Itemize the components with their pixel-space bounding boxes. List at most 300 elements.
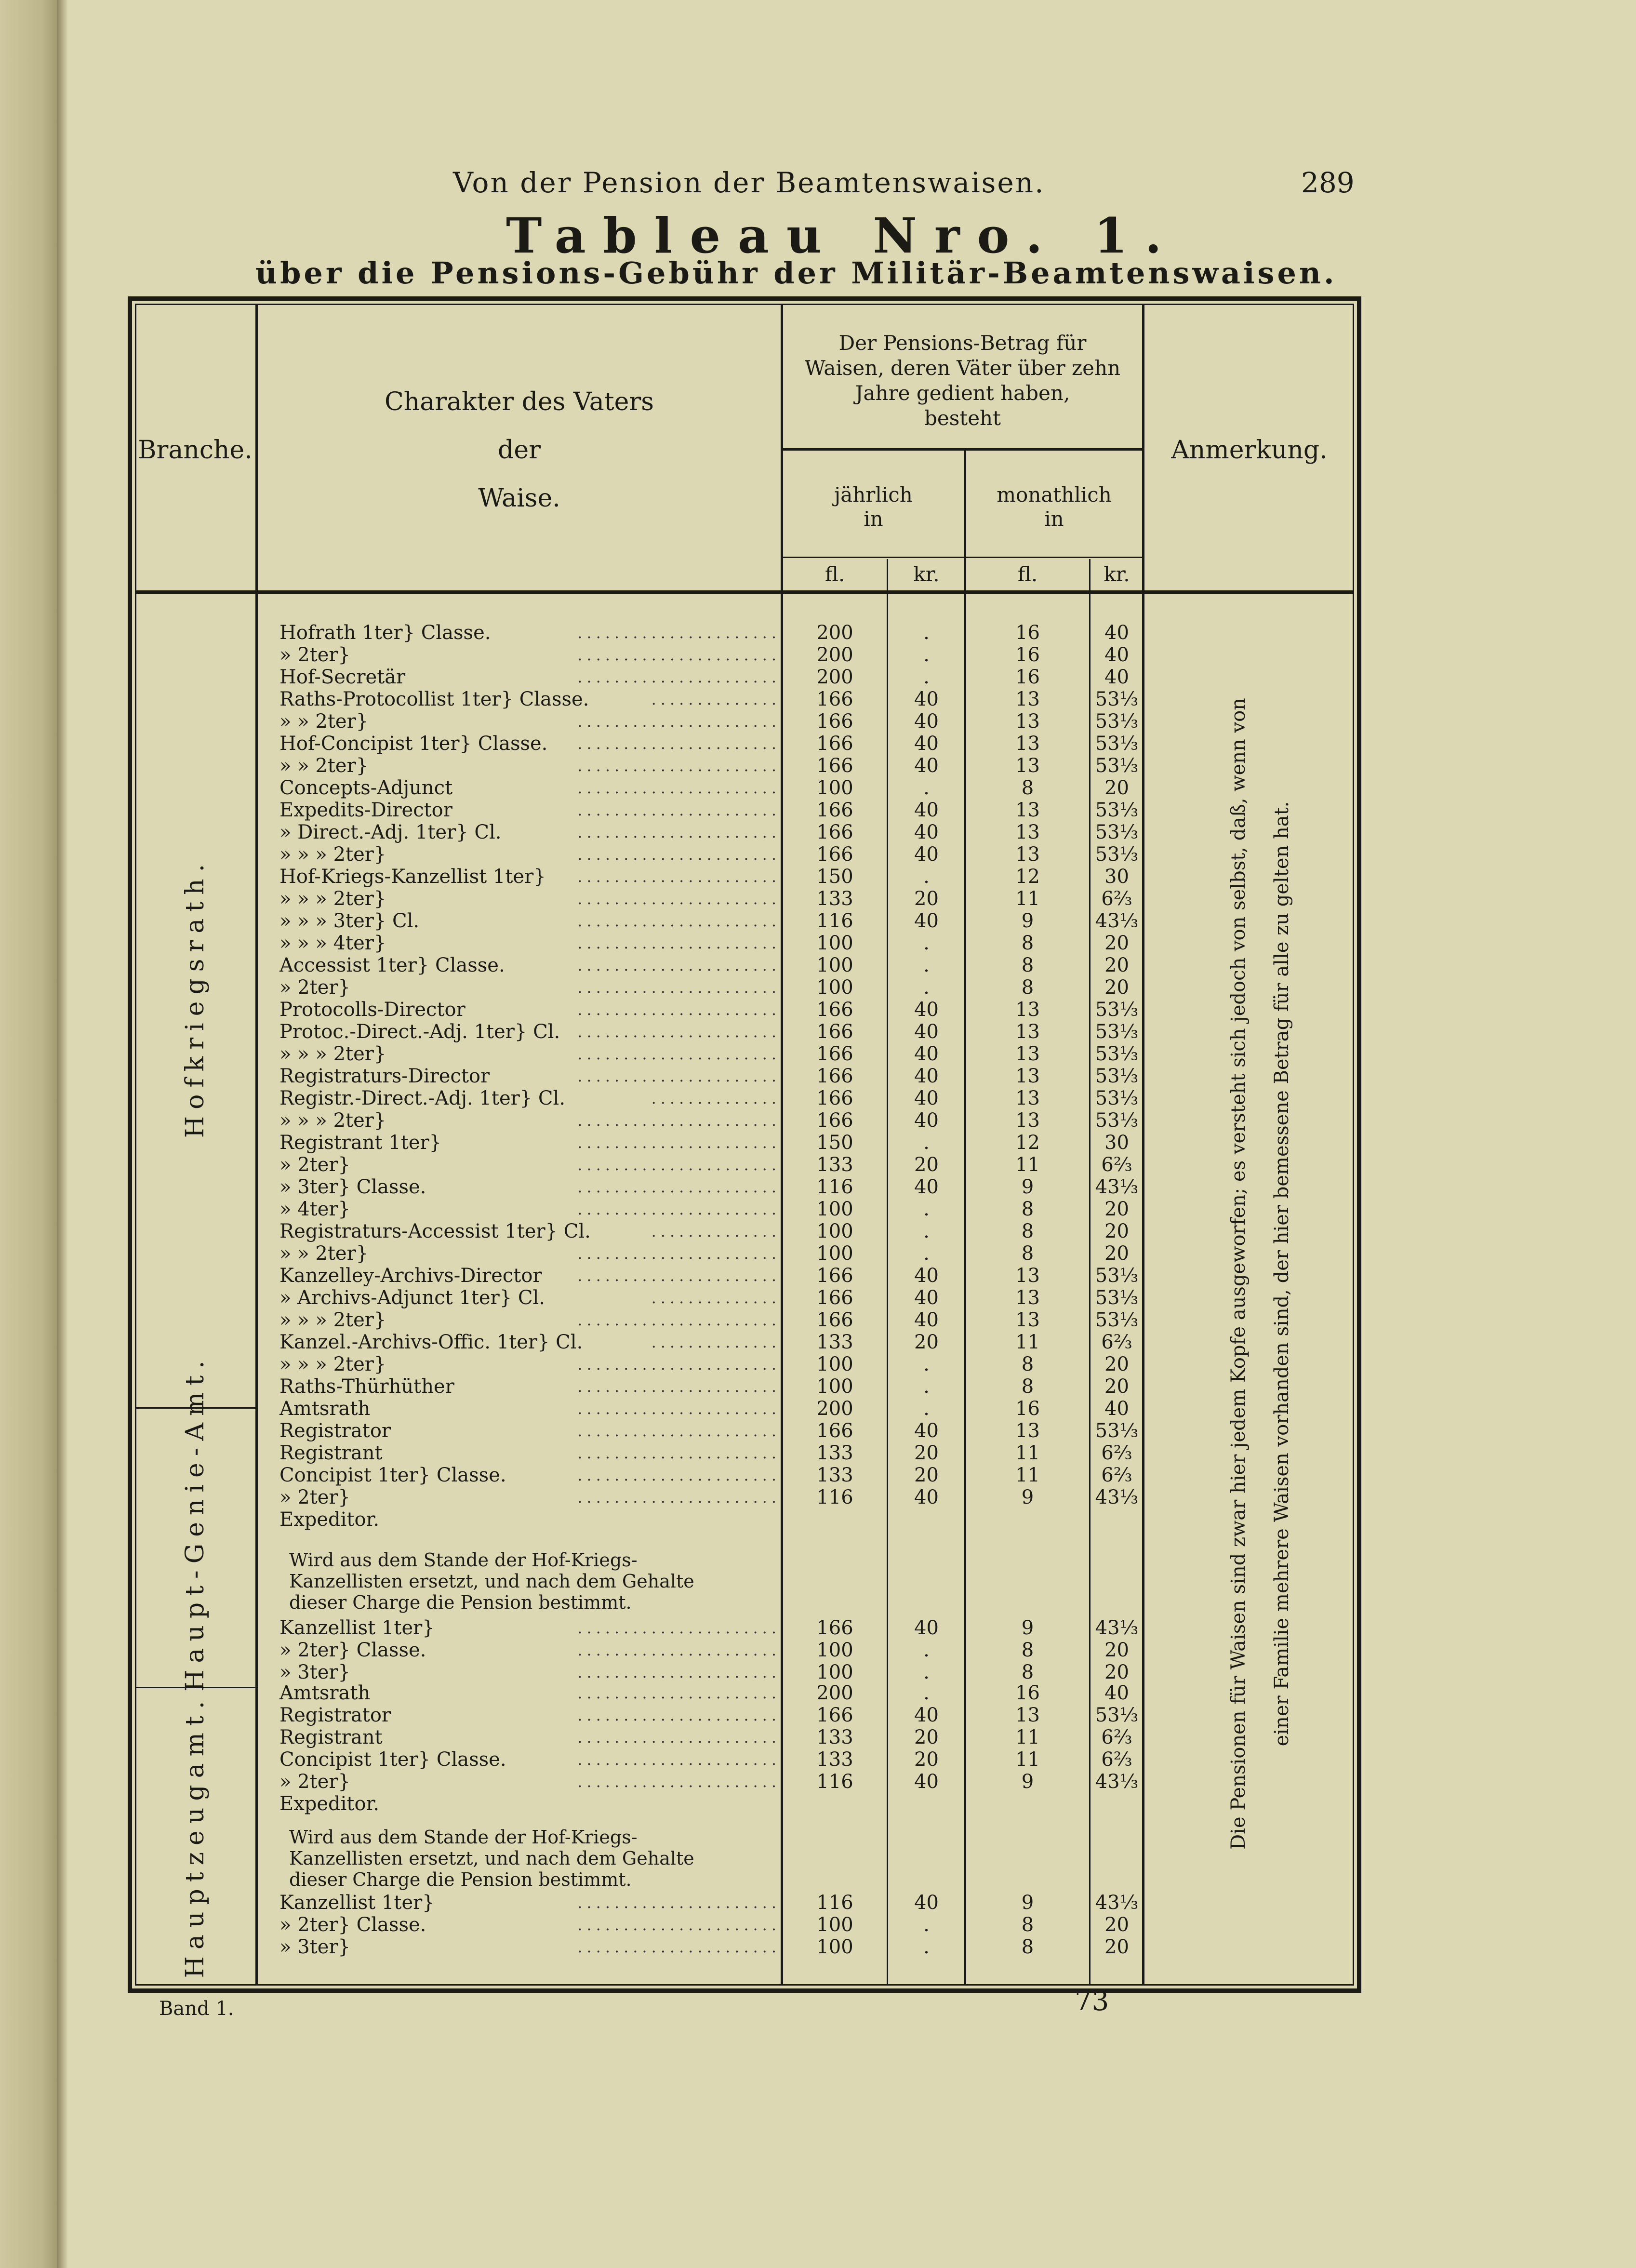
- cell-mf: 12: [1015, 866, 1040, 888]
- cell-mk: 40: [1104, 1398, 1129, 1420]
- cell-mk: 53⅓: [1095, 843, 1139, 866]
- row-charakter: Expeditor.: [279, 1793, 380, 1815]
- leader-dots: ......................: [577, 1619, 781, 1637]
- cell-mk: 40: [1104, 622, 1129, 644]
- cell-jk: 40: [914, 1892, 939, 1914]
- row-charakter: » » 2ter}: [279, 1242, 369, 1265]
- cell-jf: 166: [816, 710, 853, 733]
- header-charakter-1: Charakter des Vaters: [385, 387, 654, 416]
- row-charakter: » » » 2ter}: [279, 1353, 386, 1375]
- header-mf: fl.: [1017, 562, 1038, 586]
- row-charakter: Registrant: [279, 1726, 383, 1748]
- footer-signature: 73: [1075, 1986, 1109, 2017]
- cell-mk: 6⅔: [1101, 1464, 1132, 1486]
- cell-jf: 166: [816, 1287, 853, 1309]
- cell-mf: 13: [1015, 1287, 1040, 1309]
- cell-mf: 8: [1021, 1353, 1034, 1375]
- page-fold: [57, 0, 67, 2268]
- header-pension-3: Jahre gedient haben,: [855, 381, 1070, 405]
- cell-mf: 13: [1015, 843, 1040, 866]
- row-charakter: Registr.-Direct.-Adj. 1ter} Cl.: [279, 1087, 566, 1109]
- row-charakter: » 2ter}: [279, 1154, 350, 1176]
- row-charakter: Protocolls-Director: [279, 999, 466, 1021]
- leader-dots: ......................: [577, 867, 781, 886]
- cell-mf: 13: [1015, 799, 1040, 821]
- cell-mf: 9: [1021, 1176, 1034, 1198]
- cell-jf: 200: [816, 1682, 853, 1704]
- row-charakter: Expeditor.: [279, 1508, 380, 1531]
- cell-mk: 53⅓: [1095, 1309, 1139, 1331]
- cell-mk: 20: [1104, 1914, 1129, 1936]
- cell-mf: 16: [1015, 644, 1040, 666]
- cell-mk: 20: [1104, 1639, 1129, 1661]
- header-pension-4: besteht: [924, 406, 1001, 430]
- cell-mk: 53⅓: [1095, 755, 1139, 777]
- header-jk: kr.: [913, 562, 940, 586]
- col-line-branche: [255, 304, 258, 1986]
- cell-jk: 40: [914, 1109, 939, 1132]
- leader-dots: ..............: [651, 690, 781, 708]
- row-charakter: Hof-Concipist 1ter} Classe.: [279, 733, 548, 755]
- cell-jk: .: [923, 1198, 930, 1220]
- leader-dots: ......................: [577, 624, 781, 642]
- cell-jk: 20: [914, 1464, 939, 1486]
- leader-dots: ......................: [577, 1400, 781, 1418]
- cell-jk: 40: [914, 1087, 939, 1109]
- cell-jk: 40: [914, 1420, 939, 1442]
- cell-jf: 100: [816, 1242, 853, 1265]
- leader-dots: ..............: [651, 1222, 781, 1241]
- cell-jk: .: [923, 1220, 930, 1242]
- row-charakter: Expedits-Director: [279, 799, 452, 821]
- header-anmerkung: Anmerkung.: [1171, 436, 1328, 465]
- leader-dots: ..............: [651, 1089, 781, 1107]
- leader-dots: ......................: [577, 1267, 781, 1285]
- leader-dots: ......................: [577, 1750, 781, 1769]
- cell-jf: 166: [816, 1065, 853, 1087]
- cell-jf: 100: [816, 1914, 853, 1936]
- leader-dots: ......................: [577, 1001, 781, 1019]
- cell-mk: 6⅔: [1101, 1726, 1132, 1748]
- cell-jf: 166: [816, 843, 853, 866]
- row-charakter: Hof-Secretär: [279, 666, 406, 688]
- cell-jk: 40: [914, 821, 939, 843]
- col-line-mf: [1089, 559, 1091, 1986]
- leader-dots: ......................: [577, 1422, 781, 1440]
- header-line-pension: [781, 448, 1142, 451]
- cell-mk: 20: [1104, 954, 1129, 976]
- cell-jk: 40: [914, 1704, 939, 1726]
- cell-mf: 13: [1015, 1021, 1040, 1043]
- row-charakter: » » » 4ter}: [279, 932, 386, 954]
- row-charakter: » 2ter} Classe.: [279, 1914, 426, 1936]
- cell-jf: 166: [816, 999, 853, 1021]
- row-charakter: Registraturs-Director: [279, 1065, 490, 1087]
- cell-mk: 53⅓: [1095, 1087, 1139, 1109]
- cell-jf: 133: [816, 1726, 853, 1748]
- branch-hofkriegsrath: Hofkriegsrath.: [181, 857, 210, 1138]
- row-charakter: Concipist 1ter} Classe.: [279, 1748, 506, 1771]
- cell-jk: 20: [914, 1748, 939, 1771]
- leader-dots: ......................: [577, 1684, 781, 1702]
- cell-mk: 20: [1104, 932, 1129, 954]
- leader-dots: ......................: [577, 1728, 781, 1747]
- cell-jf: 166: [816, 821, 853, 843]
- leader-dots: ......................: [577, 668, 781, 686]
- cell-mf: 13: [1015, 733, 1040, 755]
- cell-mf: 13: [1015, 1265, 1040, 1287]
- cell-mf: 13: [1015, 999, 1040, 1021]
- cell-mf: 11: [1015, 1748, 1040, 1771]
- leader-dots: ......................: [577, 734, 781, 753]
- cell-mf: 8: [1021, 1914, 1034, 1936]
- cell-jk: 40: [914, 1176, 939, 1198]
- leader-dots: ......................: [577, 1488, 781, 1507]
- cell-jk: .: [923, 1661, 930, 1683]
- cell-jf: 100: [816, 1639, 853, 1661]
- cell-jk: .: [923, 866, 930, 888]
- cell-jk: 40: [914, 688, 939, 710]
- cell-mf: 8: [1021, 777, 1034, 799]
- cell-jk: 40: [914, 910, 939, 932]
- cell-jf: 166: [816, 1087, 853, 1109]
- leader-dots: ......................: [577, 1023, 781, 1041]
- row-charakter: Raths-Protocollist 1ter} Classe.: [279, 688, 589, 710]
- cell-mf: 16: [1015, 666, 1040, 688]
- row-charakter: » 3ter}: [279, 1661, 350, 1683]
- cell-mk: 20: [1104, 1220, 1129, 1242]
- cell-jf: 116: [816, 1892, 853, 1914]
- cell-jk: 20: [914, 1331, 939, 1353]
- cell-jf: 100: [816, 932, 853, 954]
- header-monathlich-1: monathlich: [997, 483, 1112, 507]
- cell-mf: 11: [1015, 888, 1040, 910]
- cell-mf: 8: [1021, 1661, 1034, 1683]
- table-title: Tableau Nro. 1.: [506, 207, 1179, 264]
- cell-mf: 11: [1015, 1726, 1040, 1748]
- cell-mf: 11: [1015, 1442, 1040, 1464]
- cell-mk: 43⅓: [1095, 910, 1139, 932]
- cell-jf: 166: [816, 1617, 853, 1639]
- row-charakter: » » » 3ter} Cl.: [279, 910, 420, 932]
- cell-mf: 16: [1015, 1682, 1040, 1704]
- leader-dots: ......................: [577, 1916, 781, 1934]
- cell-jf: 133: [816, 1748, 853, 1771]
- cell-mf: 13: [1015, 1704, 1040, 1726]
- cell-jf: 150: [816, 1132, 853, 1154]
- footer-band: Band 1.: [159, 1998, 234, 2020]
- row-charakter: Registrator: [279, 1704, 391, 1726]
- cell-jk: 40: [914, 733, 939, 755]
- cell-jf: 100: [816, 954, 853, 976]
- header-jaehrlich-1: jährlich: [834, 483, 913, 507]
- cell-jf: 100: [816, 976, 853, 999]
- cell-jf: 116: [816, 1486, 853, 1508]
- cell-mk: 20: [1104, 1375, 1129, 1398]
- leader-dots: ......................: [577, 712, 781, 731]
- cell-jf: 200: [816, 622, 853, 644]
- cell-mf: 11: [1015, 1154, 1040, 1176]
- cell-jf: 133: [816, 1331, 853, 1353]
- row-charakter: Kanzellist 1ter}: [279, 1892, 435, 1914]
- row-charakter: Kanzelley-Archivs-Director: [279, 1265, 542, 1287]
- cell-mk: 53⅓: [1095, 999, 1139, 1021]
- cell-jf: 200: [816, 1398, 853, 1420]
- cell-jk: .: [923, 622, 930, 644]
- cell-mf: 8: [1021, 1639, 1034, 1661]
- cell-mk: 53⅓: [1095, 1109, 1139, 1132]
- cell-mf: 8: [1021, 932, 1034, 954]
- cell-jk: 20: [914, 888, 939, 910]
- cell-mk: 20: [1104, 1242, 1129, 1265]
- leader-dots: ......................: [577, 1156, 781, 1174]
- cell-mk: 53⅓: [1095, 710, 1139, 733]
- row-charakter: » » 2ter}: [279, 710, 369, 733]
- cell-jk: 20: [914, 1726, 939, 1748]
- cell-jf: 166: [816, 755, 853, 777]
- cell-mk: 20: [1104, 1198, 1129, 1220]
- leader-dots: ......................: [577, 890, 781, 908]
- cell-jf: 100: [816, 1220, 853, 1242]
- cell-jf: 166: [816, 1309, 853, 1331]
- leader-dots: ......................: [577, 1706, 781, 1724]
- leader-dots: ......................: [577, 1663, 781, 1681]
- cell-jk: .: [923, 1682, 930, 1704]
- cell-mk: 43⅓: [1095, 1892, 1139, 1914]
- cell-mf: 8: [1021, 1198, 1034, 1220]
- leader-dots: ......................: [577, 646, 781, 664]
- cell-mf: 13: [1015, 755, 1040, 777]
- header-jaehrlich-2: in: [864, 507, 883, 531]
- cell-mk: 43⅓: [1095, 1771, 1139, 1793]
- cell-jf: 166: [816, 1265, 853, 1287]
- col-line-jf: [887, 559, 888, 1986]
- row-charakter: » » » 2ter}: [279, 1309, 386, 1331]
- row-charakter: Protoc.-Direct.-Adj. 1ter} Cl.: [279, 1021, 560, 1043]
- cell-jk: 40: [914, 1065, 939, 1087]
- cell-mk: 40: [1104, 1682, 1129, 1704]
- cell-mk: 6⅔: [1101, 888, 1132, 910]
- cell-mk: 43⅓: [1095, 1617, 1139, 1639]
- cell-mf: 11: [1015, 1331, 1040, 1353]
- row-charakter: Concepts-Adjunct: [279, 777, 453, 799]
- table-subtitle: über die Pensions-Gebühr der Militär-Beamtenswaisen.: [255, 255, 1337, 291]
- header-line-units: [781, 557, 1142, 558]
- cell-jk: 40: [914, 1617, 939, 1639]
- leader-dots: ......................: [577, 934, 781, 952]
- cell-mf: 13: [1015, 688, 1040, 710]
- leader-dots: ......................: [577, 1466, 781, 1484]
- row-charakter: » » 2ter}: [279, 755, 369, 777]
- cell-mk: 53⅓: [1095, 821, 1139, 843]
- leader-dots: ..............: [651, 1333, 781, 1351]
- cell-jk: .: [923, 1375, 930, 1398]
- cell-mk: 53⅓: [1095, 799, 1139, 821]
- cell-mf: 16: [1015, 622, 1040, 644]
- cell-mk: 43⅓: [1095, 1486, 1139, 1508]
- header-jf: fl.: [825, 562, 845, 586]
- cell-jk: 40: [914, 1486, 939, 1508]
- row-charakter: Registrant 1ter}: [279, 1132, 442, 1154]
- cell-mk: 53⅓: [1095, 688, 1139, 710]
- cell-jk: .: [923, 1242, 930, 1265]
- leader-dots: ......................: [577, 1355, 781, 1374]
- cell-jk: .: [923, 666, 930, 688]
- row-charakter: » 3ter} Classe.: [279, 1176, 426, 1198]
- cell-mk: 20: [1104, 777, 1129, 799]
- cell-mf: 8: [1021, 1242, 1034, 1265]
- row-charakter: » 2ter}: [279, 644, 350, 666]
- leader-dots: ......................: [577, 1111, 781, 1130]
- leader-dots: ......................: [577, 1377, 781, 1396]
- cell-mk: 6⅔: [1101, 1442, 1132, 1464]
- leader-dots: ......................: [577, 1200, 781, 1218]
- cell-mk: 30: [1104, 866, 1129, 888]
- row-charakter: » Direct.-Adj. 1ter} Cl.: [279, 821, 502, 843]
- cell-mk: 6⅔: [1101, 1331, 1132, 1353]
- header-pension-1: Der Pensions-Betrag für: [838, 331, 1087, 355]
- leader-dots: ......................: [577, 1067, 781, 1085]
- cell-jk: 40: [914, 1287, 939, 1309]
- cell-jk: 40: [914, 710, 939, 733]
- cell-jf: 116: [816, 1176, 853, 1198]
- page-number: 289: [1301, 166, 1355, 199]
- cell-mk: 53⅓: [1095, 1704, 1139, 1726]
- cell-jk: 40: [914, 755, 939, 777]
- cell-jf: 166: [816, 688, 853, 710]
- cell-mk: 20: [1104, 1936, 1129, 1958]
- row-charakter: Kanzel.-Archivs-Offic. 1ter} Cl.: [279, 1331, 583, 1353]
- cell-jk: 40: [914, 1309, 939, 1331]
- cell-mf: 13: [1015, 710, 1040, 733]
- zeug-note: Wird aus dem Stande der Hof-Kriegs-Kanzellisten ersetzt, und nach dem Gehalte dieser Charge die Pension bestimmt.: [289, 1827, 694, 1890]
- cell-mf: 13: [1015, 821, 1040, 843]
- cell-mk: 53⅓: [1095, 1287, 1139, 1309]
- row-charakter: Accessist 1ter} Classe.: [279, 954, 505, 976]
- cell-jf: 133: [816, 1154, 853, 1176]
- cell-jk: .: [923, 976, 930, 999]
- leader-dots: ......................: [577, 757, 781, 775]
- cell-jf: 133: [816, 1442, 853, 1464]
- row-charakter: Raths-Thürhüther: [279, 1375, 454, 1398]
- cell-jf: 100: [816, 1353, 853, 1375]
- row-charakter: Amtsrath: [279, 1682, 371, 1704]
- cell-jf: 100: [816, 1661, 853, 1683]
- col-line-monathlich: [1142, 304, 1144, 1986]
- branch-genie: Haupt-Genie-Amt.: [181, 1354, 210, 1692]
- header-mk: kr.: [1104, 562, 1130, 586]
- cell-mf: 8: [1021, 1220, 1034, 1242]
- cell-mf: 9: [1021, 1892, 1034, 1914]
- cell-jf: 200: [816, 666, 853, 688]
- cell-mf: 8: [1021, 954, 1034, 976]
- cell-mk: 43⅓: [1095, 1176, 1139, 1198]
- row-charakter: Concipist 1ter} Classe.: [279, 1464, 506, 1486]
- cell-mk: 20: [1104, 976, 1129, 999]
- remark-line-2: einer Familie mehrere Waisen vorhanden sind, der hier bemessene Betrag für alle zu gelten hat.: [1271, 801, 1293, 1747]
- row-charakter: » 3ter}: [279, 1936, 350, 1958]
- cell-jk: .: [923, 1398, 930, 1420]
- header-bottom-line: [135, 590, 1354, 594]
- leader-dots: ..............: [651, 1289, 781, 1307]
- cell-mf: 13: [1015, 1043, 1040, 1065]
- cell-jf: 100: [816, 1375, 853, 1398]
- cell-jf: 166: [816, 1043, 853, 1065]
- cell-jk: 40: [914, 1771, 939, 1793]
- cell-jk: .: [923, 932, 930, 954]
- header-pension-2: Waisen, deren Väter über zehn: [804, 356, 1121, 380]
- header-monathlich-2: in: [1044, 507, 1064, 531]
- row-charakter: » » » 2ter}: [279, 888, 386, 910]
- row-charakter: Hofrath 1ter} Classe.: [279, 622, 491, 644]
- cell-mk: 40: [1104, 644, 1129, 666]
- leader-dots: ......................: [577, 845, 781, 864]
- cell-jf: 100: [816, 777, 853, 799]
- cell-mf: 9: [1021, 910, 1034, 932]
- leader-dots: ......................: [577, 1773, 781, 1791]
- row-charakter: Registrator: [279, 1420, 391, 1442]
- cell-jf: 166: [816, 733, 853, 755]
- remark-line-1: Die Pensionen für Waisen sind zwar hier jedem Kopfe ausgeworfen; es versteht sich jedoch von selbst, daß, wenn von: [1227, 698, 1250, 1850]
- cell-mf: 9: [1021, 1617, 1034, 1639]
- row-charakter: » 4ter}: [279, 1198, 350, 1220]
- cell-jk: .: [923, 1936, 930, 1958]
- cell-jk: .: [923, 1639, 930, 1661]
- row-charakter: Registraturs-Accessist 1ter} Cl.: [279, 1220, 591, 1242]
- row-charakter: » 2ter}: [279, 1486, 350, 1508]
- book-gutter: [0, 0, 60, 2268]
- cell-mk: 53⅓: [1095, 1021, 1139, 1043]
- leader-dots: ......................: [577, 1444, 781, 1462]
- cell-mf: 8: [1021, 1375, 1034, 1398]
- header-charakter-3: Waise.: [478, 484, 560, 513]
- cell-jf: 133: [816, 888, 853, 910]
- row-charakter: » » » 2ter}: [279, 1109, 386, 1132]
- cell-jk: .: [923, 777, 930, 799]
- cell-jf: 133: [816, 1464, 853, 1486]
- cell-jk: .: [923, 1914, 930, 1936]
- leader-dots: ......................: [577, 823, 781, 841]
- cell-mf: 16: [1015, 1398, 1040, 1420]
- cell-mk: 30: [1104, 1132, 1129, 1154]
- cell-jk: 40: [914, 799, 939, 821]
- cell-jk: .: [923, 644, 930, 666]
- cell-jk: 40: [914, 1021, 939, 1043]
- running-head: Von der Pension der Beamtenswaisen.: [453, 166, 1045, 199]
- cell-jk: .: [923, 1353, 930, 1375]
- cell-jf: 100: [816, 1198, 853, 1220]
- cell-jk: 40: [914, 999, 939, 1021]
- cell-mk: 53⅓: [1095, 1265, 1139, 1287]
- cell-mf: 8: [1021, 1936, 1034, 1958]
- leader-dots: ......................: [577, 1311, 781, 1329]
- cell-mf: 13: [1015, 1087, 1040, 1109]
- cell-jf: 166: [816, 1704, 853, 1726]
- row-charakter: » » » 2ter}: [279, 1043, 386, 1065]
- row-charakter: » 2ter} Classe.: [279, 1639, 426, 1661]
- leader-dots: ......................: [577, 912, 781, 930]
- cell-jf: 200: [816, 644, 853, 666]
- row-charakter: Hof-Kriegs-Kanzellist 1ter}: [279, 866, 546, 888]
- cell-mf: 12: [1015, 1132, 1040, 1154]
- cell-jf: 116: [816, 910, 853, 932]
- cell-mk: 53⅓: [1095, 1043, 1139, 1065]
- genie-note: Wird aus dem Stande der Hof-Kriegs-Kanzellisten ersetzt, und nach dem Gehalte dieser Charge die Pension bestimmt.: [289, 1549, 694, 1613]
- leader-dots: ......................: [577, 1134, 781, 1152]
- row-charakter: Amtsrath: [279, 1398, 371, 1420]
- cell-mf: 11: [1015, 1464, 1040, 1486]
- cell-mf: 13: [1015, 1309, 1040, 1331]
